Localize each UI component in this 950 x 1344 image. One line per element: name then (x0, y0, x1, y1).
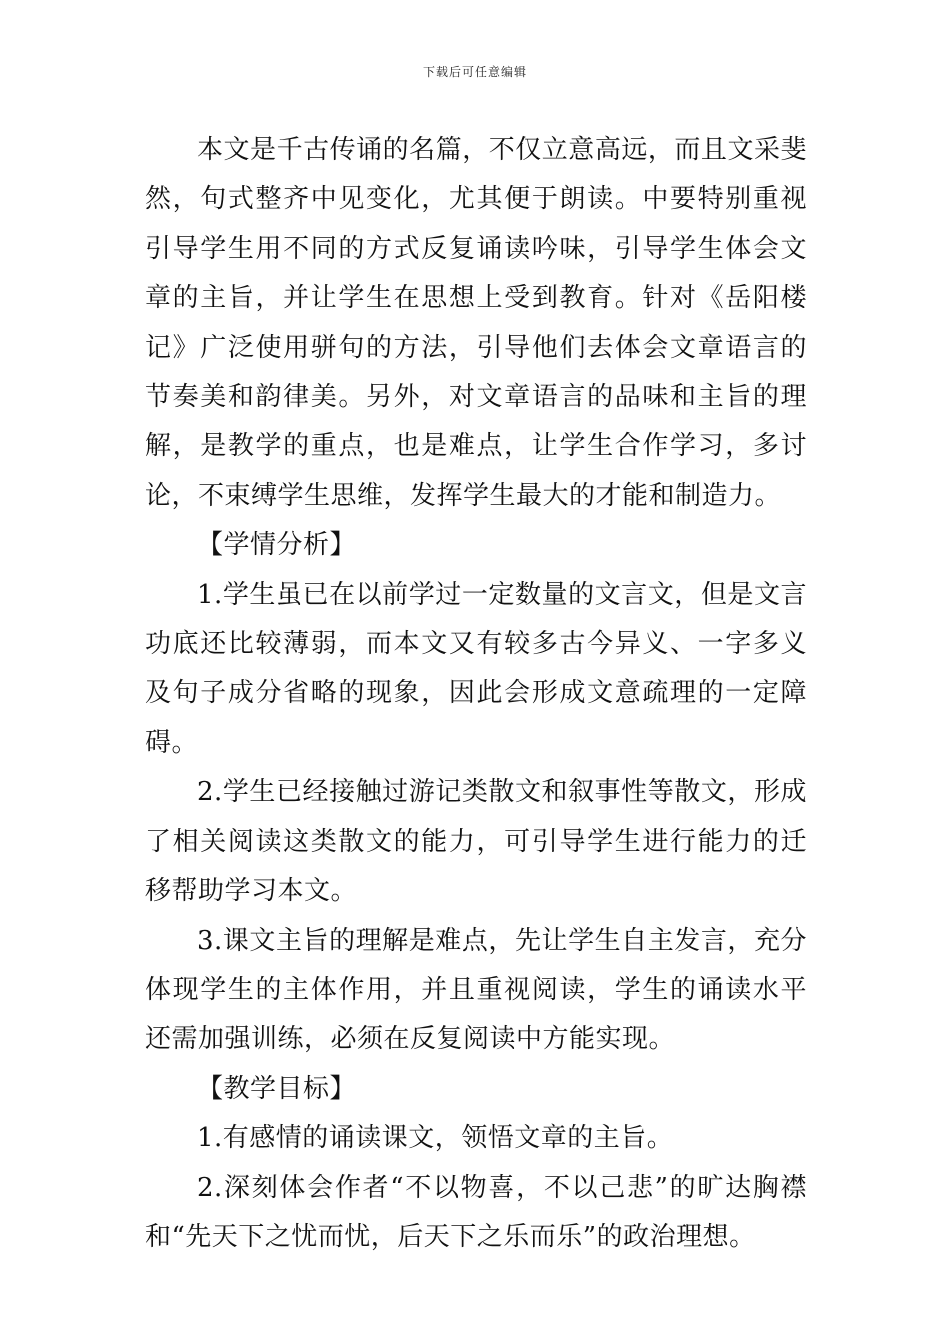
document-body (145, 126, 807, 1262)
header-note: 下载后可任意编辑 (422, 65, 527, 79)
teaching-goal-item-1: 1.有感情的诵读课文，领悟文章的主旨。 (197, 1123, 674, 1154)
intro-paragraph: 本文是千古传诵的名篇，不仅立意高远，而且文采斐然，句式整齐中见变化，尤其便于朗读。中要特别重视引导学生用不同的方式反复诵读吟味，引导学生体会文章的主旨，并让学生在思想上受到教育。针对《岳阳楼记》广泛使用骈句的方法，引导他们去体会文章语言的节奏美和韵律美。另外，对文章语言的品味和主旨的理解，是教学的重点，也是难点，让学生合作学习，多讨论，不束缚学生思维，发挥学生最大的才能和制造力。 (145, 135, 807, 511)
section-heading-learning-analysis: 【学情分析】 (197, 530, 357, 561)
learning-analysis-item-3: 3.课文主旨的理解是难点，先让学生自主发言，充分体现学生的主体作用，并且重视阅读，学生的诵读水平还需加强训练，必须在反复阅读中方能实现。 (145, 925, 807, 1055)
section-heading-teaching-goals: 【教学目标】 (197, 1073, 357, 1104)
learning-analysis-item-1: 1.学生虽已在以前学过一定数量的文言文，但是文言功底还比较薄弱，而本文又有较多古今异义、一字多义及句子成分省略的现象，因此会形成文意疏理的一定障碍。 (145, 579, 807, 758)
teaching-goal-item-2: 2.深刻体会作者“不以物喜，不以己悲”的旷达胸襟和“先天下之忧而忧，后天下之乐而乐”的政治理想。 (145, 1172, 807, 1252)
learning-analysis-item-2: 2.学生已经接触过游记类散文和叙事性等散文，形成了相关阅读这类散文的能力，可引导学生进行能力的迁移帮助学习本文。 (145, 777, 807, 907)
